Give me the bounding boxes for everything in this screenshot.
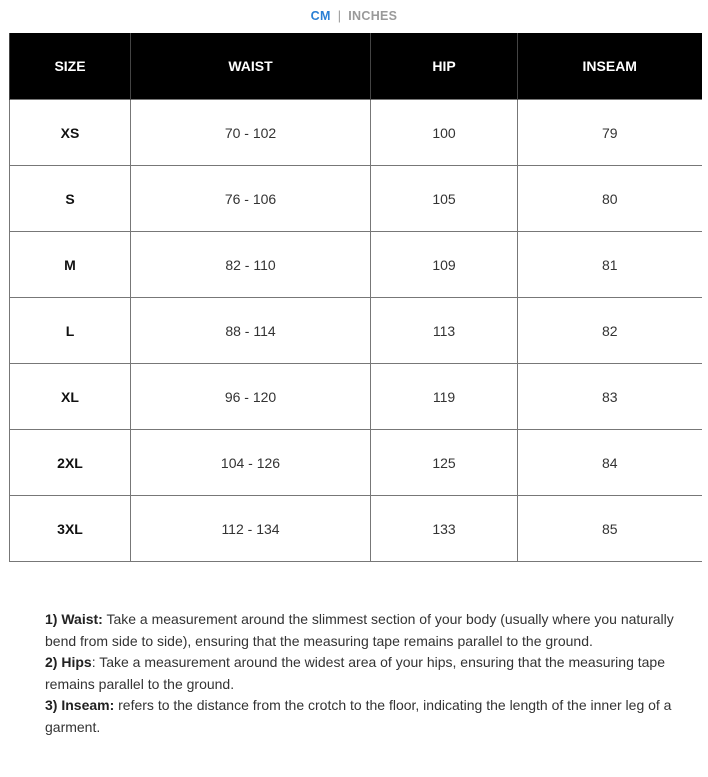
note-waist bbox=[45, 609, 697, 652]
inseam-cell: 84 bbox=[518, 430, 702, 496]
note-inseam-label: 3) Inseam: bbox=[45, 697, 115, 713]
size-cell: XL bbox=[10, 364, 131, 430]
unit-inches-tab[interactable]: INCHES bbox=[348, 9, 398, 23]
waist-cell: 82 - 110 bbox=[131, 232, 371, 298]
table-header-row bbox=[10, 33, 702, 100]
header-inseam: INSEAM bbox=[518, 33, 702, 100]
table-row bbox=[10, 298, 702, 364]
note-inseam-text: refers to the distance from the crotch to the floor, indicating the length of the inner leg of a garment. bbox=[45, 697, 672, 735]
table-row bbox=[10, 364, 702, 430]
note-waist-label: 1) Waist: bbox=[45, 611, 103, 627]
table-row bbox=[10, 100, 702, 166]
waist-cell: 104 - 126 bbox=[131, 430, 371, 496]
table-row bbox=[10, 166, 702, 232]
hip-cell: 119 bbox=[371, 364, 518, 430]
size-cell: L bbox=[10, 298, 131, 364]
table-row bbox=[10, 496, 702, 562]
inseam-cell: 80 bbox=[518, 166, 702, 232]
hip-cell: 133 bbox=[371, 496, 518, 562]
hip-cell: 113 bbox=[371, 298, 518, 364]
hip-cell: 105 bbox=[371, 166, 518, 232]
waist-cell: 70 - 102 bbox=[131, 100, 371, 166]
unit-separator: | bbox=[337, 9, 342, 23]
size-cell: M bbox=[10, 232, 131, 298]
note-hips-text: : Take a measurement around the widest area of your hips, ensuring that the measuring tape remains parallel to the ground. bbox=[45, 654, 665, 692]
inseam-cell: 85 bbox=[518, 496, 702, 562]
measurement-notes bbox=[45, 609, 697, 738]
hip-cell: 125 bbox=[371, 430, 518, 496]
size-cell: XS bbox=[10, 100, 131, 166]
waist-cell: 76 - 106 bbox=[131, 166, 371, 232]
size-cell: 2XL bbox=[10, 430, 131, 496]
note-waist-text: Take a measurement around the slimmest section of your body (usually where you naturally bend from side to side), ensuring that the measuring tape remains parallel to the ground. bbox=[45, 611, 674, 649]
waist-cell: 88 - 114 bbox=[131, 298, 371, 364]
size-cell: S bbox=[10, 166, 131, 232]
table-row bbox=[10, 430, 702, 496]
table-row bbox=[10, 232, 702, 298]
inseam-cell: 83 bbox=[518, 364, 702, 430]
inseam-cell: 79 bbox=[518, 100, 702, 166]
unit-cm-tab[interactable]: CM bbox=[310, 9, 331, 23]
size-chart-table bbox=[9, 33, 702, 562]
header-hip: HIP bbox=[371, 33, 518, 100]
note-hips-label: 2) Hips bbox=[45, 654, 92, 670]
note-hips bbox=[45, 652, 697, 695]
hip-cell: 100 bbox=[371, 100, 518, 166]
header-waist: WAIST bbox=[131, 33, 371, 100]
inseam-cell: 81 bbox=[518, 232, 702, 298]
waist-cell: 96 - 120 bbox=[131, 364, 371, 430]
waist-cell: 112 - 134 bbox=[131, 496, 371, 562]
size-cell: 3XL bbox=[10, 496, 131, 562]
header-size: SIZE bbox=[10, 33, 131, 100]
note-inseam bbox=[45, 695, 697, 738]
unit-toggle bbox=[0, 9, 708, 23]
hip-cell: 109 bbox=[371, 232, 518, 298]
inseam-cell: 82 bbox=[518, 298, 702, 364]
